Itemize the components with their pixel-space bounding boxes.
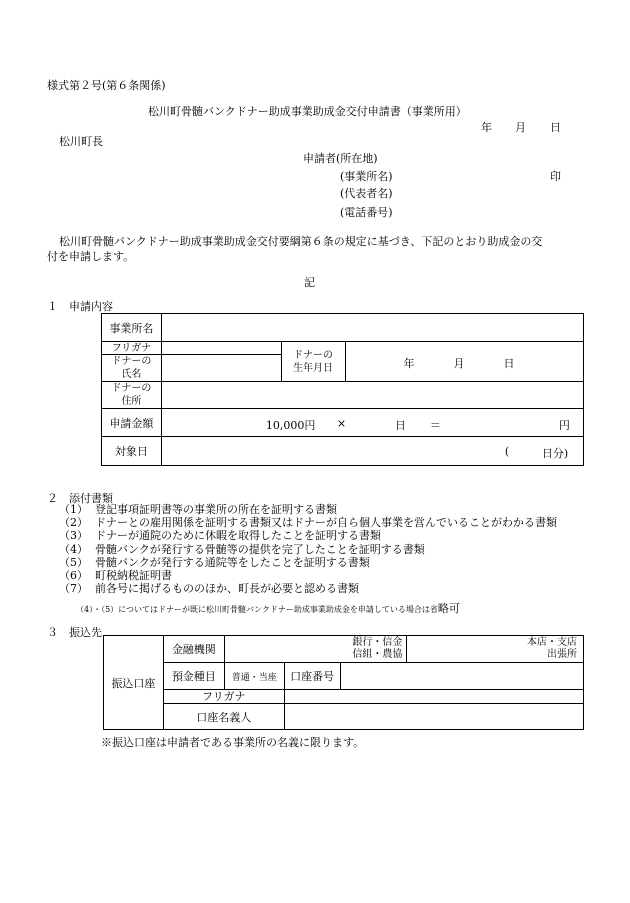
addressee: 松川町長 [59, 135, 103, 148]
amount-field[interactable] [161, 409, 583, 437]
furigana-field[interactable] [161, 342, 281, 355]
attachment-text: ドナーが通院のために休暇を取得したことを証明する書類 [95, 529, 381, 543]
birth-month: 月 [453, 356, 465, 370]
holder-furigana-field[interactable] [284, 690, 583, 704]
attachment-text: 骨髄バンクが発行する通院等をしたことを証明する書類 [95, 555, 370, 569]
donor-birth-label-line1: ドナーの [293, 349, 334, 361]
branch-field[interactable] [407, 636, 584, 663]
applicant-office-label: (事業所名) [340, 170, 393, 183]
bank-types-1: 銀行・信金 [352, 637, 403, 648]
date-year: 年 [481, 121, 492, 134]
donor-address-field[interactable] [161, 382, 583, 409]
bank-field[interactable] [224, 636, 407, 663]
target-days: 日分) [541, 446, 569, 460]
attachment-text: 骨髄バンクが発行する骨髄等の提供を完了したことを証明する書類 [95, 542, 425, 556]
donor-address-label [102, 382, 162, 409]
attachment-text: 登記事項証明書等の事業所の所在を証明する書類 [95, 503, 337, 516]
applicant-address-label: 申請者(所在地) [303, 152, 378, 165]
bank-note: ※振込口座は申請者である事業所の名義に限ります。 [101, 736, 365, 749]
target-paren-open: ( [504, 444, 510, 458]
attachment-num: （2） [59, 516, 88, 530]
attachment-item [59, 529, 557, 542]
attachment-text: ドナーとの雇用関係を証明する書類又はドナーが自ら個人事業を営んでいることがわかる書類 [95, 516, 557, 530]
birth-day: 日 [503, 356, 515, 370]
date-day: 日 [550, 121, 561, 134]
attachment-num: （6） [59, 569, 88, 583]
attachment-item [59, 516, 557, 529]
donor-birth-field[interactable] [345, 342, 584, 382]
application-table [101, 313, 584, 466]
branch-types-2: 出張所 [547, 649, 577, 660]
donor-name-field[interactable] [161, 355, 281, 382]
attachment-text: 町税納税証明書 [95, 569, 172, 583]
account-number-field[interactable] [340, 663, 583, 690]
attachment-item [59, 569, 557, 582]
office-name-field[interactable] [161, 314, 583, 342]
account-holder-label: 口座名義人 [163, 704, 284, 730]
office-name-label: 事業所名 [102, 314, 162, 342]
bank-types-2: 信組・農協 [352, 649, 403, 660]
donor-name-label-line2: 氏名 [121, 369, 142, 380]
section3-heading: ３ 振込先 [47, 626, 102, 639]
bank-table [103, 635, 584, 730]
attachment-num: （1） [59, 503, 88, 516]
applicant-phone-label: (電話番号) [340, 206, 393, 219]
days-unit: 日 [394, 418, 406, 432]
donor-birth-label [281, 342, 345, 382]
equals-symbol: ＝ [429, 418, 441, 432]
attachment-item [59, 543, 557, 556]
amount-unit: 10,000円 [265, 418, 316, 432]
donor-address-label-line1: ドナーの [111, 383, 152, 394]
donor-name-label [102, 355, 162, 382]
bank-label: 金融機関 [163, 636, 224, 663]
holder-furigana-label: フリガナ [163, 690, 284, 704]
attachment-note [76, 597, 460, 616]
deposit-type-label: 預金種目 [163, 663, 224, 690]
ki-heading: 記 [304, 276, 315, 289]
branch-types-1: 本店・支店 [527, 637, 577, 648]
attachment-num: （7） [59, 582, 88, 596]
attachment-note-small: （4）・（5）についてはドナーが既に松川町骨髄バンクドナー助成事業助成金を申請している場合は省 [76, 605, 438, 614]
date-month: 月 [515, 121, 526, 134]
seal-mark: 印 [550, 170, 561, 183]
attachment-num: （4） [59, 542, 88, 556]
attachment-num: （3） [59, 529, 88, 543]
body-text-line1: 松川町骨髄バンクドナー助成事業助成金交付要綱第６条の規定に基づき、下記のとおり助成金の交 [59, 235, 543, 248]
deposit-type-options[interactable]: 普通・当座 [224, 663, 284, 690]
target-day-field[interactable] [161, 437, 583, 466]
attachment-num: （5） [59, 555, 88, 569]
form-number: 様式第２号(第６条関係) [47, 79, 166, 92]
donor-address-label-line2: 住所 [121, 396, 142, 407]
furigana-label: フリガナ [102, 342, 162, 355]
birth-year: 年 [403, 356, 415, 370]
attachment-item [59, 582, 557, 595]
account-holder-field[interactable] [284, 704, 583, 730]
times-symbol: × [336, 416, 347, 430]
amount-label: 申請金額 [102, 409, 162, 437]
attachment-list [59, 503, 557, 595]
page-title: 松川町骨髄バンクドナー助成事業助成金交付申請書（事業所用） [148, 105, 467, 118]
target-day-label: 対象日 [102, 437, 162, 466]
attachment-text: 前各号に掲げるもののほか、町長が必要と認める書類 [95, 582, 359, 596]
section1-heading: １ 申請内容 [47, 300, 113, 313]
attachment-item [59, 503, 557, 516]
attachment-note-large: 略可 [437, 602, 460, 615]
donor-birth-label-line2: 生年月日 [293, 362, 334, 374]
section2-heading: ２ 添付書類 [47, 492, 113, 505]
body-text-line2: 付を申請します。 [47, 250, 135, 263]
account-number-label: 口座番号 [284, 663, 340, 690]
attachment-item [59, 556, 557, 569]
account-label: 振込口座 [104, 636, 164, 730]
yen-unit: 円 [558, 418, 570, 432]
applicant-representative-label: (代表者名) [340, 187, 393, 200]
donor-name-label-line1: ドナーの [111, 356, 152, 367]
